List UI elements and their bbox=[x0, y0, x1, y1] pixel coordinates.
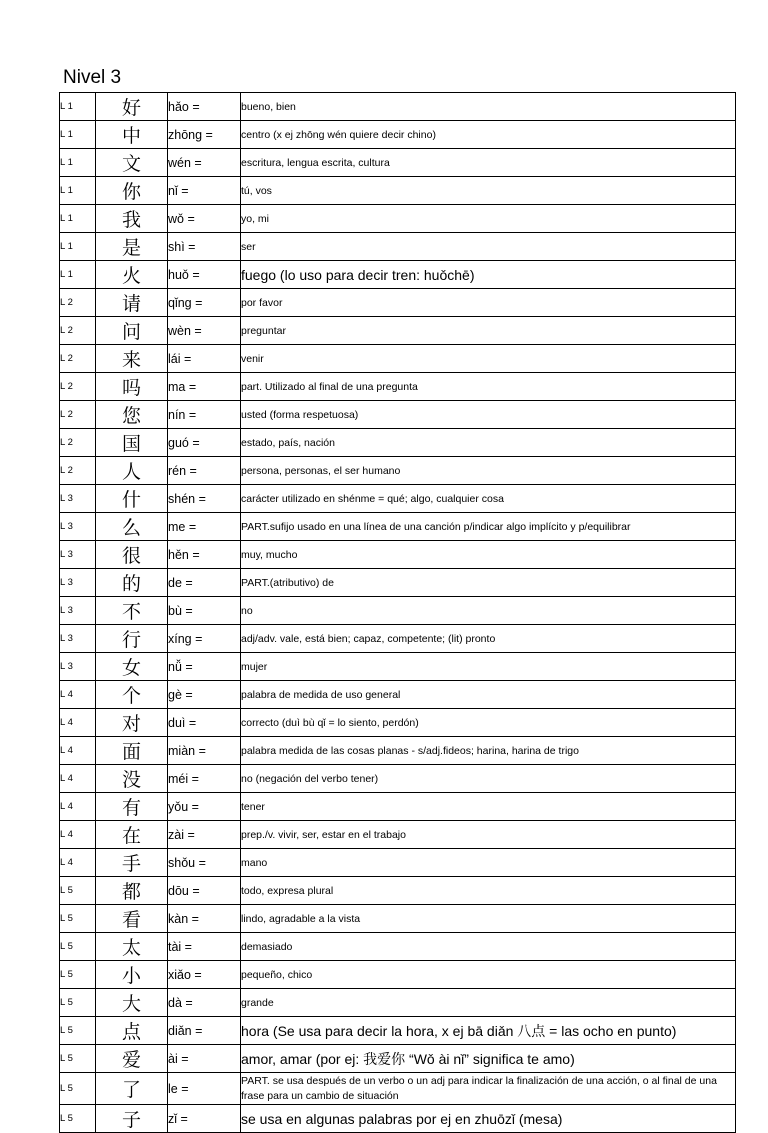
pinyin-cell: zhōng = bbox=[168, 121, 241, 149]
lesson-cell: L 2 bbox=[60, 317, 96, 345]
hanzi-cell: 文 bbox=[96, 149, 168, 177]
lesson-cell: L 2 bbox=[60, 289, 96, 317]
pinyin-cell: zài = bbox=[168, 821, 241, 849]
hanzi-cell: 好 bbox=[96, 93, 168, 121]
vocab-row bbox=[60, 541, 736, 569]
meaning-cell: PART. se usa después de un verbo o un adj para indicar la finalización de una acción, o al final de una frase para un cambio de situación bbox=[241, 1073, 736, 1105]
vocab-row bbox=[60, 149, 736, 177]
meaning-cell: pequeño, chico bbox=[241, 961, 736, 989]
vocabulary-table bbox=[59, 92, 736, 1133]
vocab-row bbox=[60, 317, 736, 345]
hanzi-cell: 爱 bbox=[96, 1045, 168, 1073]
meaning-cell: PART.(atributivo) de bbox=[241, 569, 736, 597]
hanzi-cell: 都 bbox=[96, 877, 168, 905]
pinyin-cell: shì = bbox=[168, 233, 241, 261]
meaning-cell: carácter utilizado en shénme = qué; algo, cualquier cosa bbox=[241, 485, 736, 513]
meaning-cell: usted (forma respetuosa) bbox=[241, 401, 736, 429]
pinyin-cell: dà = bbox=[168, 989, 241, 1017]
hanzi-cell: 我 bbox=[96, 205, 168, 233]
hanzi-cell: 的 bbox=[96, 569, 168, 597]
vocab-row bbox=[60, 989, 736, 1017]
hanzi-cell: 人 bbox=[96, 457, 168, 485]
hanzi-cell: 个 bbox=[96, 681, 168, 709]
hanzi-cell: 有 bbox=[96, 793, 168, 821]
lesson-cell: L 3 bbox=[60, 597, 96, 625]
vocab-row bbox=[60, 205, 736, 233]
lesson-cell: L 5 bbox=[60, 1017, 96, 1045]
meaning-cell: ser bbox=[241, 233, 736, 261]
hanzi-cell: 不 bbox=[96, 597, 168, 625]
pinyin-cell: xiǎo = bbox=[168, 961, 241, 989]
pinyin-cell: nín = bbox=[168, 401, 241, 429]
lesson-cell: L 1 bbox=[60, 177, 96, 205]
meaning-cell: fuego (lo uso para decir tren: huǒchē) bbox=[241, 261, 736, 289]
vocab-row bbox=[60, 569, 736, 597]
lesson-cell: L 3 bbox=[60, 541, 96, 569]
lesson-cell: L 2 bbox=[60, 401, 96, 429]
pinyin-cell: le = bbox=[168, 1073, 241, 1105]
pinyin-cell: miàn = bbox=[168, 737, 241, 765]
hanzi-cell: 火 bbox=[96, 261, 168, 289]
hanzi-cell: 您 bbox=[96, 401, 168, 429]
pinyin-cell: ài = bbox=[168, 1045, 241, 1073]
lesson-cell: L 3 bbox=[60, 485, 96, 513]
meaning-cell: no (negación del verbo tener) bbox=[241, 765, 736, 793]
pinyin-cell: qǐng = bbox=[168, 289, 241, 317]
vocab-row bbox=[60, 793, 736, 821]
vocab-row bbox=[60, 877, 736, 905]
meaning-cell: mano bbox=[241, 849, 736, 877]
meaning-cell: tener bbox=[241, 793, 736, 821]
meaning-cell: palabra medida de las cosas planas - s/adj.fideos; harina, harina de trigo bbox=[241, 737, 736, 765]
vocab-row bbox=[60, 737, 736, 765]
vocab-row bbox=[60, 513, 736, 541]
meaning-cell: amor, amar (por ej: 我爱你 “Wǒ ài nǐ” significa te amo) bbox=[241, 1045, 736, 1073]
pinyin-cell: bù = bbox=[168, 597, 241, 625]
vocab-row bbox=[60, 457, 736, 485]
meaning-cell: lindo, agradable a la vista bbox=[241, 905, 736, 933]
meaning-cell: todo, expresa plural bbox=[241, 877, 736, 905]
lesson-cell: L 5 bbox=[60, 1045, 96, 1073]
lesson-cell: L 1 bbox=[60, 121, 96, 149]
meaning-cell: no bbox=[241, 597, 736, 625]
meaning-cell: part. Utilizado al final de una pregunta bbox=[241, 373, 736, 401]
pinyin-cell: wèn = bbox=[168, 317, 241, 345]
pinyin-cell: diǎn = bbox=[168, 1017, 241, 1045]
hanzi-cell: 你 bbox=[96, 177, 168, 205]
hanzi-cell: 国 bbox=[96, 429, 168, 457]
vocab-row bbox=[60, 485, 736, 513]
vocab-row bbox=[60, 625, 736, 653]
hanzi-cell: 请 bbox=[96, 289, 168, 317]
meaning-cell: hora (Se usa para decir la hora, x ej bā diǎn 八点 = las ocho en punto) bbox=[241, 1017, 736, 1045]
lesson-cell: L 2 bbox=[60, 457, 96, 485]
hanzi-cell: 太 bbox=[96, 933, 168, 961]
lesson-cell: L 1 bbox=[60, 233, 96, 261]
pinyin-cell: kàn = bbox=[168, 905, 241, 933]
hanzi-cell: 女 bbox=[96, 653, 168, 681]
lesson-cell: L 2 bbox=[60, 429, 96, 457]
vocab-row bbox=[60, 93, 736, 121]
vocab-row bbox=[60, 233, 736, 261]
meaning-cell: muy, mucho bbox=[241, 541, 736, 569]
page-title: Nivel 3 bbox=[63, 67, 122, 88]
pinyin-cell: hěn = bbox=[168, 541, 241, 569]
lesson-cell: L 5 bbox=[60, 905, 96, 933]
meaning-cell: estado, país, nación bbox=[241, 429, 736, 457]
vocab-row bbox=[60, 961, 736, 989]
vocab-row bbox=[60, 401, 736, 429]
hanzi-cell: 子 bbox=[96, 1105, 168, 1133]
hanzi-cell: 什 bbox=[96, 485, 168, 513]
hanzi-cell: 点 bbox=[96, 1017, 168, 1045]
hanzi-cell: 了 bbox=[96, 1073, 168, 1105]
hanzi-cell: 么 bbox=[96, 513, 168, 541]
pinyin-cell: hǎo = bbox=[168, 93, 241, 121]
lesson-cell: L 2 bbox=[60, 345, 96, 373]
vocab-row bbox=[60, 821, 736, 849]
meaning-cell: grande bbox=[241, 989, 736, 1017]
pinyin-cell: duì = bbox=[168, 709, 241, 737]
lesson-cell: L 5 bbox=[60, 961, 96, 989]
lesson-cell: L 1 bbox=[60, 93, 96, 121]
vocab-row bbox=[60, 653, 736, 681]
vocab-row bbox=[60, 261, 736, 289]
meaning-cell: bueno, bien bbox=[241, 93, 736, 121]
vocab-row bbox=[60, 373, 736, 401]
vocab-row bbox=[60, 289, 736, 317]
lesson-cell: L 4 bbox=[60, 765, 96, 793]
vocab-row bbox=[60, 709, 736, 737]
lesson-cell: L 4 bbox=[60, 709, 96, 737]
meaning-cell: prep./v. vivir, ser, estar en el trabajo bbox=[241, 821, 736, 849]
meaning-cell: escritura, lengua escrita, cultura bbox=[241, 149, 736, 177]
pinyin-cell: tài = bbox=[168, 933, 241, 961]
hanzi-cell: 行 bbox=[96, 625, 168, 653]
lesson-cell: L 3 bbox=[60, 653, 96, 681]
vocab-row bbox=[60, 1045, 736, 1073]
hanzi-cell: 来 bbox=[96, 345, 168, 373]
lesson-cell: L 3 bbox=[60, 569, 96, 597]
lesson-cell: L 1 bbox=[60, 261, 96, 289]
meaning-cell: mujer bbox=[241, 653, 736, 681]
hanzi-cell: 中 bbox=[96, 121, 168, 149]
vocab-row bbox=[60, 177, 736, 205]
meaning-cell: se usa en algunas palabras por ej en zhuōzǐ (mesa) bbox=[241, 1105, 736, 1133]
lesson-cell: L 5 bbox=[60, 877, 96, 905]
meaning-cell: preguntar bbox=[241, 317, 736, 345]
pinyin-cell: shén = bbox=[168, 485, 241, 513]
vocab-row bbox=[60, 121, 736, 149]
pinyin-cell: xíng = bbox=[168, 625, 241, 653]
hanzi-cell: 问 bbox=[96, 317, 168, 345]
vocab-row bbox=[60, 1073, 736, 1105]
meaning-cell: por favor bbox=[241, 289, 736, 317]
lesson-cell: L 4 bbox=[60, 737, 96, 765]
hanzi-cell: 小 bbox=[96, 961, 168, 989]
meaning-cell: centro (x ej zhōng wén quiere decir chino) bbox=[241, 121, 736, 149]
pinyin-cell: gè = bbox=[168, 681, 241, 709]
meaning-cell: tú, vos bbox=[241, 177, 736, 205]
hanzi-cell: 面 bbox=[96, 737, 168, 765]
hanzi-cell: 在 bbox=[96, 821, 168, 849]
hanzi-cell: 大 bbox=[96, 989, 168, 1017]
hanzi-cell: 看 bbox=[96, 905, 168, 933]
lesson-cell: L 1 bbox=[60, 205, 96, 233]
vocab-row bbox=[60, 849, 736, 877]
pinyin-cell: lái = bbox=[168, 345, 241, 373]
pinyin-cell: wǒ = bbox=[168, 205, 241, 233]
meaning-cell: persona, personas, el ser humano bbox=[241, 457, 736, 485]
lesson-cell: L 5 bbox=[60, 989, 96, 1017]
pinyin-cell: nǚ = bbox=[168, 653, 241, 681]
meaning-cell: PART.sufijo usado en una línea de una canción p/indicar algo implícito y p/equilibrar bbox=[241, 513, 736, 541]
lesson-cell: L 4 bbox=[60, 793, 96, 821]
lesson-cell: L 4 bbox=[60, 681, 96, 709]
meaning-cell: yo, mi bbox=[241, 205, 736, 233]
pinyin-cell: yǒu = bbox=[168, 793, 241, 821]
meaning-cell: palabra de medida de uso general bbox=[241, 681, 736, 709]
vocab-row bbox=[60, 1105, 736, 1133]
lesson-cell: L 5 bbox=[60, 1073, 96, 1105]
pinyin-cell: rén = bbox=[168, 457, 241, 485]
vocab-row bbox=[60, 429, 736, 457]
lesson-cell: L 3 bbox=[60, 625, 96, 653]
hanzi-cell: 很 bbox=[96, 541, 168, 569]
meaning-cell: adj/adv. vale, está bien; capaz, competente; (lit) pronto bbox=[241, 625, 736, 653]
meaning-cell: venir bbox=[241, 345, 736, 373]
lesson-cell: L 4 bbox=[60, 821, 96, 849]
pinyin-cell: huǒ = bbox=[168, 261, 241, 289]
pinyin-cell: wén = bbox=[168, 149, 241, 177]
meaning-cell: correcto (duì bù qǐ = lo siento, perdón) bbox=[241, 709, 736, 737]
hanzi-cell: 对 bbox=[96, 709, 168, 737]
pinyin-cell: ma = bbox=[168, 373, 241, 401]
hanzi-cell: 手 bbox=[96, 849, 168, 877]
pinyin-cell: de = bbox=[168, 569, 241, 597]
vocab-row bbox=[60, 765, 736, 793]
vocab-row bbox=[60, 905, 736, 933]
meaning-cell: demasiado bbox=[241, 933, 736, 961]
hanzi-cell: 吗 bbox=[96, 373, 168, 401]
pinyin-cell: dōu = bbox=[168, 877, 241, 905]
lesson-cell: L 2 bbox=[60, 373, 96, 401]
lesson-cell: L 1 bbox=[60, 149, 96, 177]
vocab-row bbox=[60, 1017, 736, 1045]
pinyin-cell: zǐ = bbox=[168, 1105, 241, 1133]
lesson-cell: L 3 bbox=[60, 513, 96, 541]
lesson-cell: L 5 bbox=[60, 933, 96, 961]
vocab-row bbox=[60, 933, 736, 961]
pinyin-cell: méi = bbox=[168, 765, 241, 793]
pinyin-cell: guó = bbox=[168, 429, 241, 457]
lesson-cell: L 4 bbox=[60, 849, 96, 877]
pinyin-cell: shǒu = bbox=[168, 849, 241, 877]
pinyin-cell: nǐ = bbox=[168, 177, 241, 205]
pinyin-cell: me = bbox=[168, 513, 241, 541]
vocab-row bbox=[60, 597, 736, 625]
vocab-row bbox=[60, 345, 736, 373]
hanzi-cell: 没 bbox=[96, 765, 168, 793]
lesson-cell: L 5 bbox=[60, 1105, 96, 1133]
vocab-row bbox=[60, 681, 736, 709]
hanzi-cell: 是 bbox=[96, 233, 168, 261]
